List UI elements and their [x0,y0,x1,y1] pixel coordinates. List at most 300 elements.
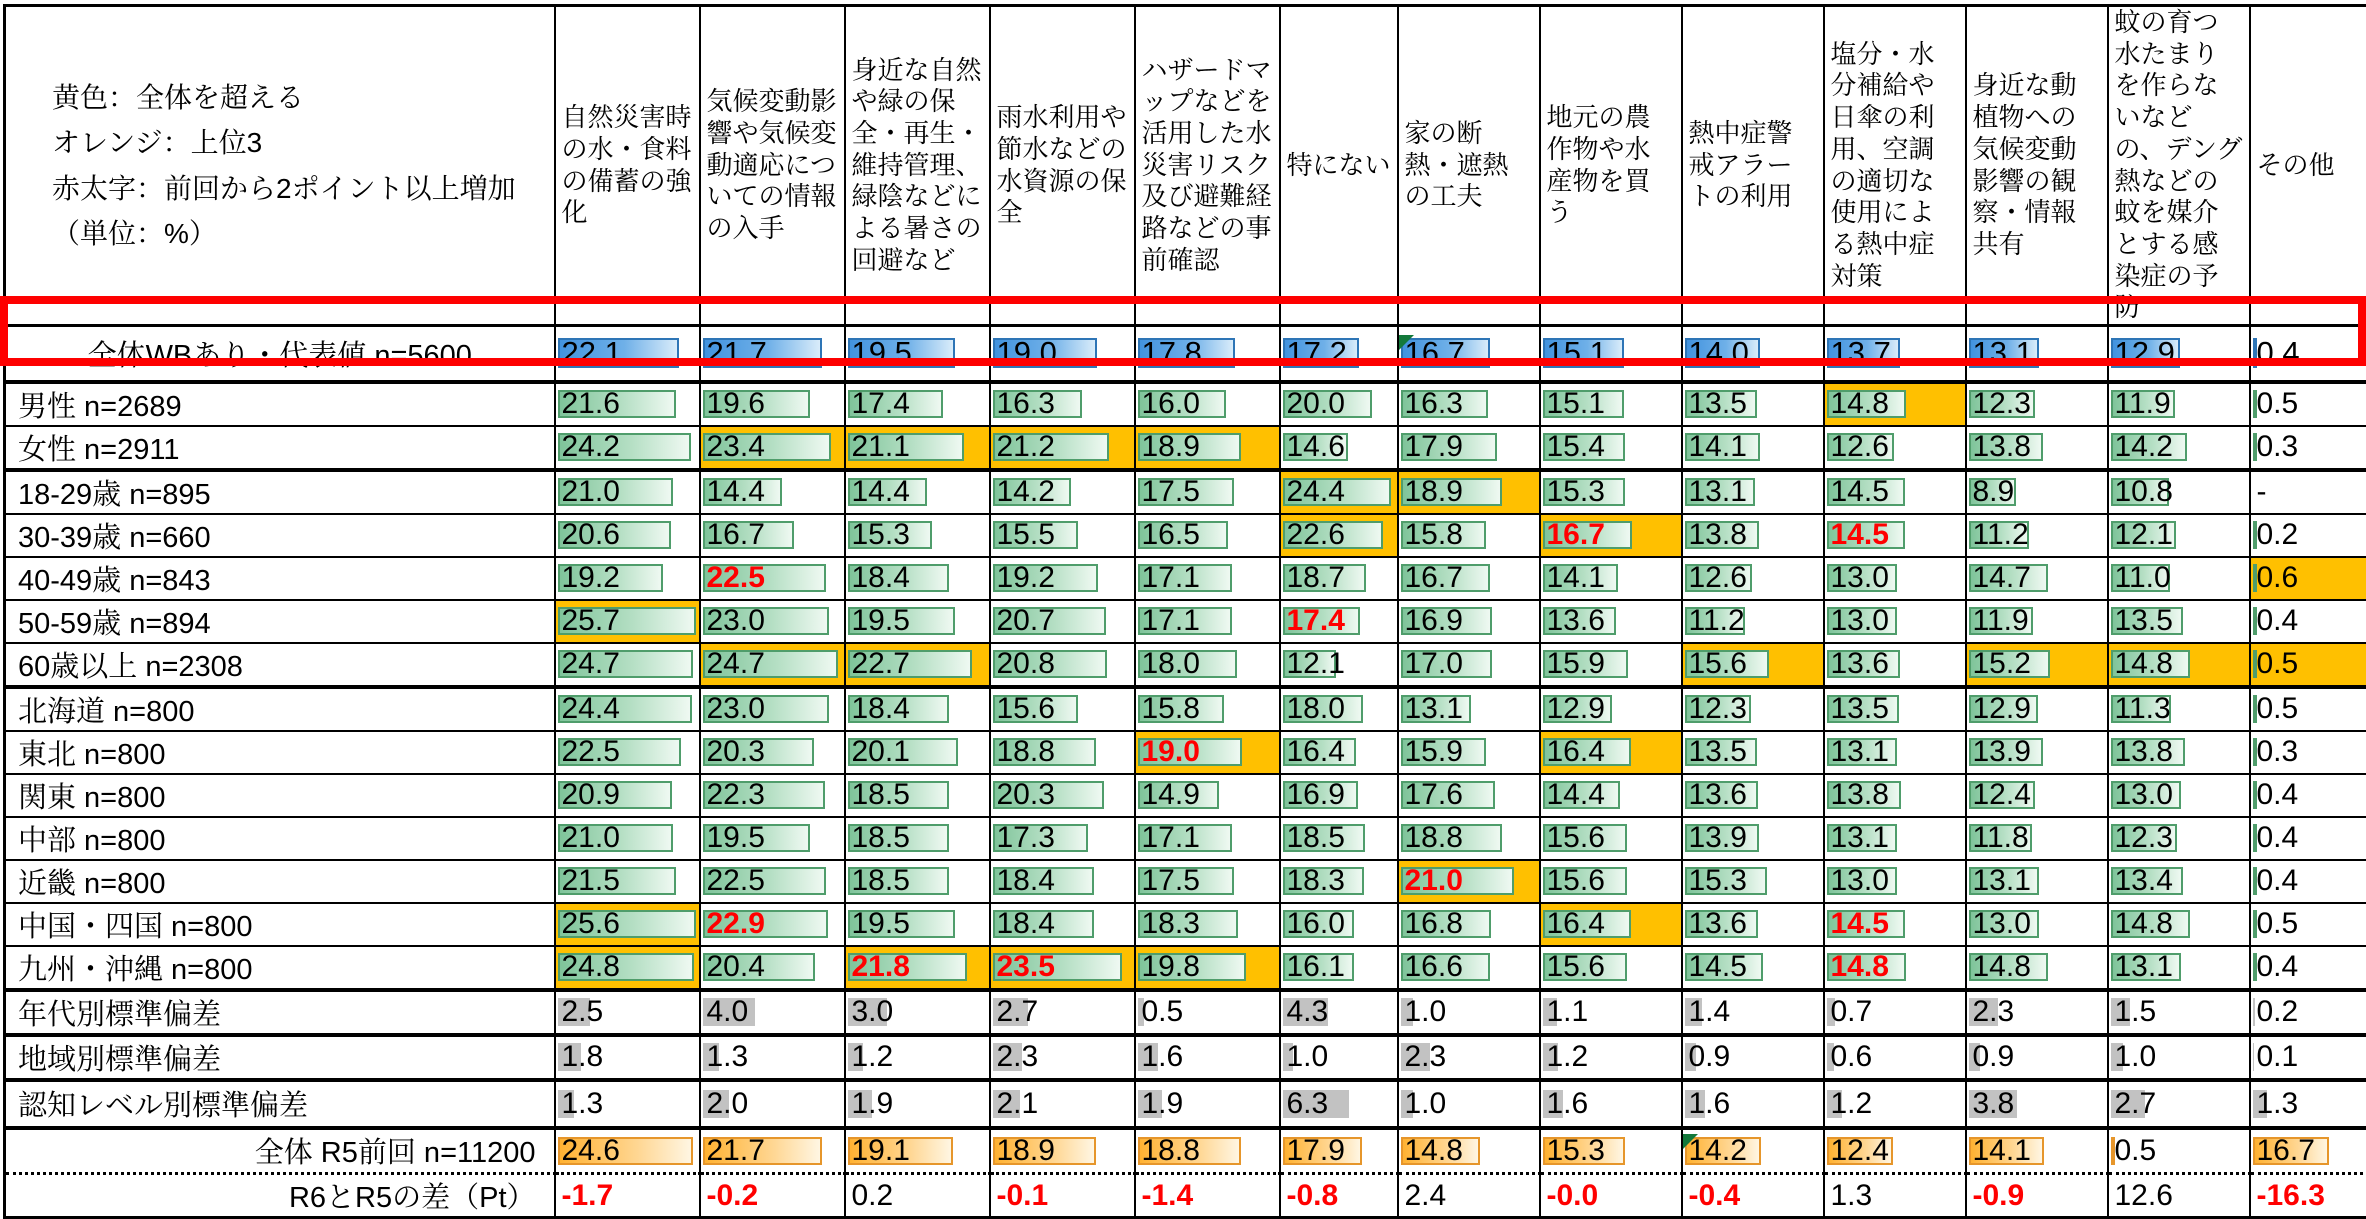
data-cell [1398,1174,1540,1218]
data-cell [1398,557,1540,600]
cell-content [2251,518,2366,552]
data-cell [1824,731,1966,774]
row-label: 東北 n=800 [5,731,555,774]
cell-content [1541,430,1681,464]
cell-value: 17.3 [991,821,1055,855]
data-cell [2250,731,2366,774]
cell-content [1683,1087,1823,1121]
data-cell [2250,514,2366,557]
cell-content [1541,1179,1681,1213]
cell-content [701,821,844,855]
data-cell [1280,1035,1398,1080]
cell-value: 14.4 [846,475,910,509]
cell-content [2109,647,2249,681]
column-header: ハザードマップなどを活用した水災害リスク及び避難経路などの事前確認 [1135,6,1280,326]
data-cell [1682,860,1824,903]
row-label: 女性 n=2911 [5,426,555,470]
cell-content [1399,430,1539,464]
cell-content [846,335,989,371]
cell-value: 1.0 [2109,1040,2157,1074]
cell-content [1683,907,1823,941]
cell-content [1136,692,1279,726]
cell-content [846,907,989,941]
cell-value: 24.4 [556,692,620,726]
cell-value: 0.2 [2251,518,2299,552]
cell-value: 3.0 [846,995,894,1029]
cell-content [1399,821,1539,855]
cell-value: 11.9 [1967,604,2029,638]
cell-content [556,561,699,595]
cell-content [846,821,989,855]
row-label: 全体WBあり・代表値 n=5600 [5,326,555,382]
cell-value: -0.1 [991,1179,1049,1213]
cell-content [846,430,989,464]
row-label: 近畿 n=800 [5,860,555,903]
cell-content [1683,692,1823,726]
cell-content [2109,950,2249,984]
data-cell [1280,817,1398,860]
data-cell [990,1128,1135,1174]
cell-value: 18.0 [1136,647,1200,681]
data-cell [555,470,700,514]
cell-content [701,518,844,552]
cell-content [991,647,1134,681]
data-cell [2250,1080,2366,1128]
cell-value: 16.1 [1281,950,1345,984]
data-cell [845,817,990,860]
data-cell [700,990,845,1035]
cell-value: 20.3 [991,778,1055,812]
cell-content [846,692,989,726]
column-header: 気候変動影響や気候変動適応についての情報の入手 [700,6,845,326]
cell-value: 1.2 [1825,1087,1873,1121]
table-row [5,1174,2366,1218]
cell-content [556,735,699,769]
cell-content [846,950,989,984]
data-cell [700,860,845,903]
cell-content [1136,1179,1279,1213]
data-cell [1824,514,1966,557]
cell-content [2109,518,2249,552]
cell-value: 14.2 [2109,430,2173,464]
data-cell [555,687,700,731]
cell-content [991,1040,1134,1074]
cell-content [1825,1179,1965,1213]
cell-content [2251,995,2366,1029]
cell-content [2109,995,2249,1029]
cell-content [1281,335,1397,371]
row-label: 北海道 n=800 [5,687,555,731]
data-cell [1824,1174,1966,1218]
cell-value: -0.8 [1281,1179,1339,1213]
cell-content [846,995,989,1029]
data-cell [990,514,1135,557]
column-header: 自然災害時の水・食料の備蓄の強化 [555,6,700,326]
cell-value: 16.4 [1541,735,1605,769]
cell-value: 16.7 [1399,335,1465,371]
data-cell [1398,382,1540,426]
cell-content [1281,561,1397,595]
cell-content [556,430,699,464]
cell-content [1683,735,1823,769]
data-cell [1135,1128,1280,1174]
data-cell [1966,326,2108,382]
cell-content [1136,907,1279,941]
cell-content [1136,1134,1279,1168]
cell-value: 19.5 [846,907,910,941]
data-cell [2108,470,2250,514]
data-cell [2250,990,2366,1035]
data-cell [555,1080,700,1128]
data-cell [845,557,990,600]
cell-value: 24.7 [556,647,620,681]
cell-content [1399,950,1539,984]
data-cell [2250,687,2366,731]
cell-content [1136,864,1279,898]
cell-content [1825,864,1965,898]
data-cell [555,382,700,426]
data-cell [2250,426,2366,470]
cell-content [1825,778,1965,812]
cell-value: -0.9 [1967,1179,2025,1213]
cell-value: 21.0 [1399,864,1463,898]
cell-value: 22.5 [556,735,620,769]
data-cell [1540,643,1682,687]
cell-value: 13.5 [1683,387,1747,421]
cell-value: 13.0 [1825,864,1889,898]
data-cell [990,817,1135,860]
data-cell [700,1080,845,1128]
cell-value: 1.5 [2109,995,2157,1029]
cell-value: 15.3 [1683,864,1747,898]
cell-value: 15.6 [1541,950,1605,984]
cell-content [2109,604,2249,638]
column-header: 家の断熱・遮熱の工夫 [1398,6,1540,326]
cell-content [1281,821,1397,855]
cell-content [1967,1134,2107,1168]
cell-content [701,647,844,681]
cell-value: 2.7 [991,995,1039,1029]
cell-content [1399,778,1539,812]
data-cell [1966,557,2108,600]
data-cell [1966,903,2108,946]
cell-content [2251,387,2366,421]
data-cell [2108,817,2250,860]
data-cell [1540,557,1682,600]
data-cell [2250,1174,2366,1218]
data-cell [555,731,700,774]
cell-value: 0.3 [2251,430,2299,464]
data-cell [2250,860,2366,903]
cell-value: 1.9 [846,1087,894,1121]
cell-value: 0.4 [2251,778,2299,812]
cell-content [846,778,989,812]
cell-content [2109,561,2249,595]
data-cell [1682,903,1824,946]
cell-value: 1.1 [1541,995,1589,1029]
data-cell [700,817,845,860]
data-cell [2108,643,2250,687]
cell-content [1683,864,1823,898]
cell-value: -16.3 [2251,1179,2325,1213]
table-row [5,426,2366,470]
data-cell [555,817,700,860]
cell-content [2109,1040,2249,1074]
cell-value: -0.0 [1541,1179,1599,1213]
cell-value: 14.5 [1825,907,1889,941]
cell-content [1136,335,1279,371]
cell-value: 0.5 [2251,907,2299,941]
table-row [5,1080,2366,1128]
cell-value: 13.8 [1825,778,1889,812]
cell-content [1541,604,1681,638]
data-cell [1135,557,1280,600]
cell-content [1825,430,1965,464]
cell-content [701,692,844,726]
data-cell [1966,382,2108,426]
data-cell [1682,774,1824,817]
cell-value: 13.1 [1825,735,1889,769]
cell-content [2251,1087,2366,1121]
cell-value: 12.4 [1825,1134,1889,1168]
data-cell [2250,557,2366,600]
cell-value: 1.3 [2251,1087,2299,1121]
data-cell [1682,946,1824,990]
cell-content [846,561,989,595]
cell-value: 20.6 [556,518,620,552]
cell-content [991,1134,1134,1168]
cell-content [1399,1134,1539,1168]
data-cell [1280,990,1398,1035]
cell-content [2109,1179,2249,1213]
data-cell [555,1128,700,1174]
data-cell [990,1174,1135,1218]
cell-value: 0.5 [1136,995,1184,1029]
table-row [5,382,2366,426]
cell-content [2109,430,2249,464]
cell-content [991,1087,1134,1121]
row-label: 男性 n=2689 [5,382,555,426]
data-cell [1966,731,2108,774]
data-cell [2108,990,2250,1035]
cell-value: 19.2 [991,561,1055,595]
cell-value: 1.3 [701,1040,749,1074]
cell-value: 15.6 [991,692,1055,726]
cell-value: 6.3 [1281,1087,1329,1121]
cell-value: 16.4 [1541,907,1605,941]
cell-content [556,1179,699,1213]
data-cell [555,990,700,1035]
cell-value: 1.3 [556,1087,604,1121]
cell-value: 0.5 [2251,387,2299,421]
data-cell [1540,382,1682,426]
cell-content [2109,475,2249,509]
data-cell [1398,1035,1540,1080]
data-cell [1540,1080,1682,1128]
cell-value: 8.9 [1967,475,2015,509]
cell-content [1399,387,1539,421]
cell-value: 0.5 [2109,1134,2157,1168]
cell-content [2109,864,2249,898]
cell-content [556,647,699,681]
cell-value: 19.5 [701,821,765,855]
cell-content [556,1134,699,1168]
table-header [5,6,2366,326]
data-cell [1398,470,1540,514]
cell-value: 21.7 [701,335,767,371]
cell-content [2109,335,2249,371]
cell-content [1399,1087,1539,1121]
cell-value: 16.9 [1281,778,1345,812]
data-cell [990,643,1135,687]
cell-value: 14.8 [1825,387,1889,421]
cell-content [1825,692,1965,726]
cell-value: 21.0 [556,821,620,855]
cell-content [1399,561,1539,595]
data-cell [1682,514,1824,557]
cell-value: 16.3 [991,387,1055,421]
data-cell [555,557,700,600]
cell-value: 17.4 [1281,604,1345,638]
cell-content [846,1134,989,1168]
data-cell [1682,426,1824,470]
data-cell [1966,1128,2108,1174]
cell-content [2251,950,2366,984]
cell-content [1967,692,2107,726]
data-cell [1966,1035,2108,1080]
data-cell [1824,1080,1966,1128]
cell-content [2109,1087,2249,1121]
data-cell [845,600,990,643]
cell-content [1136,647,1279,681]
cell-value: 16.4 [1281,735,1345,769]
cell-value: -1.4 [1136,1179,1194,1213]
cell-value: 18.4 [991,907,1055,941]
cell-content [1399,735,1539,769]
cell-value: 13.1 [1967,335,2033,371]
cell-value: 14.1 [1967,1134,2031,1168]
row-label: 40-49歳 n=843 [5,557,555,600]
cell-value: 15.6 [1683,647,1747,681]
data-cell [1398,1128,1540,1174]
data-cell [1966,426,2108,470]
data-cell [990,946,1135,990]
cell-value: 18.8 [1399,821,1463,855]
data-cell [1280,860,1398,903]
cell-content [1683,1040,1823,1074]
data-cell [1135,470,1280,514]
cell-value: 13.0 [1967,907,2031,941]
row-label: 関東 n=800 [5,774,555,817]
cell-value: 14.5 [1825,475,1889,509]
cell-value: 15.4 [1541,430,1605,464]
data-cell [990,903,1135,946]
cell-content [701,864,844,898]
data-cell [1682,326,1824,382]
data-cell [555,774,700,817]
data-cell [2108,1128,2250,1174]
cell-content [2251,692,2366,726]
cell-value: 0.4 [2251,604,2299,638]
cell-value: 15.3 [846,518,910,552]
table-row [5,557,2366,600]
cell-content [1541,821,1681,855]
cell-content [556,907,699,941]
cell-content [2109,821,2249,855]
data-cell [990,687,1135,731]
cell-value: 0.4 [2251,335,2300,371]
data-cell [990,557,1135,600]
table-row [5,774,2366,817]
cell-content [1683,430,1823,464]
cell-content [1683,647,1823,681]
data-cell [1682,643,1824,687]
data-cell [2108,946,2250,990]
cell-content [2251,604,2366,638]
data-cell [990,774,1135,817]
cell-content [701,950,844,984]
cell-content [556,1040,699,1074]
data-cell [990,600,1135,643]
data-cell [1280,600,1398,643]
cell-value: 21.7 [701,1134,765,1168]
column-header: 雨水利用や節水などの水資源の保全 [990,6,1135,326]
cell-content [2251,907,2366,941]
cell-content [2251,430,2366,464]
cell-value: 3.8 [1967,1087,2015,1121]
cell-value: 19.6 [701,387,765,421]
cell-content [1967,864,2107,898]
data-cell [1540,426,1682,470]
cell-content [991,995,1134,1029]
cell-value: 1.6 [1683,1087,1731,1121]
cell-value: 12.3 [1967,387,2031,421]
cell-content [1541,475,1681,509]
column-header: その他 [2250,6,2366,326]
cell-content [1541,1040,1681,1074]
cell-content [2251,1179,2366,1213]
cell-value: 14.1 [1541,561,1605,595]
cell-content [1399,692,1539,726]
cell-value: 18.9 [991,1134,1055,1168]
cell-value: 18.7 [1281,561,1345,595]
cell-content [1136,950,1279,984]
cell-value: 0.7 [1825,995,1873,1029]
data-cell [555,1035,700,1080]
cell-content [1825,647,1965,681]
cell-content [1967,518,2107,552]
cell-content [2109,692,2249,726]
cell-value: 11.8 [1967,821,2029,855]
cell-value: 14.7 [1967,561,2031,595]
cell-value: 0.3 [2251,735,2299,769]
cell-value: 24.2 [556,430,620,464]
data-cell [700,514,845,557]
cell-value: 1.6 [1136,1040,1184,1074]
cell-value: 15.6 [1541,864,1605,898]
data-cell [1966,860,2108,903]
cell-value: 0.6 [2251,561,2299,595]
data-cell [1540,990,1682,1035]
cell-content [1825,735,1965,769]
cell-value: 22.1 [556,335,622,371]
data-cell [1682,1080,1824,1128]
cell-content [1541,950,1681,984]
cell-value: 20.3 [701,735,765,769]
data-cell [1135,426,1280,470]
legend-cell [5,6,555,326]
cell-content [1825,335,1965,371]
